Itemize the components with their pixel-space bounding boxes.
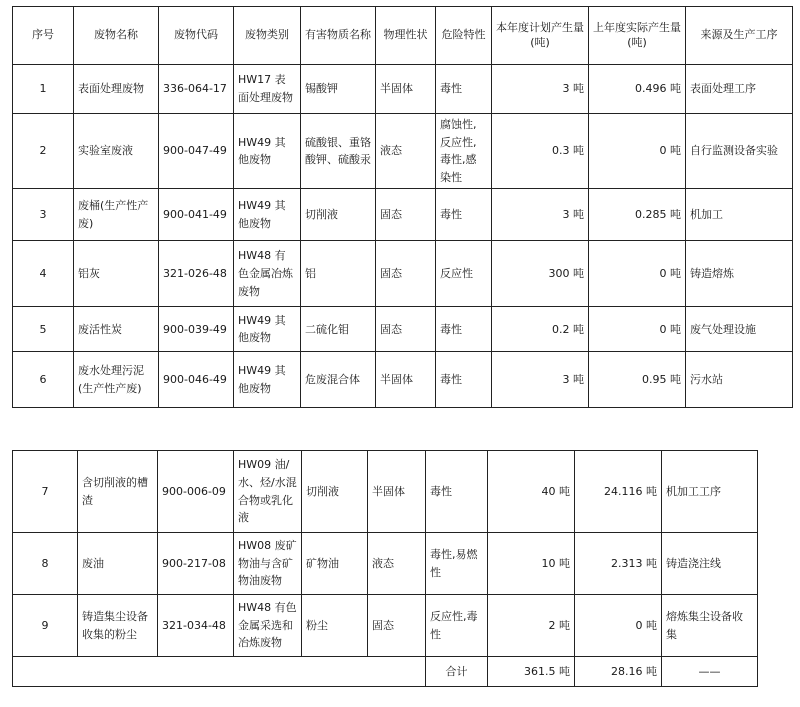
- waste-category: HW49 其他废物: [234, 307, 301, 352]
- waste-name: 废活性炭: [74, 307, 159, 352]
- waste-code: 336-064-17: [159, 65, 234, 114]
- header-cell: 上年度实际产生量(吨): [589, 7, 686, 65]
- physical-state: 固态: [368, 595, 426, 657]
- waste-category: HW09 油/水、烃/水混合物或乳化液: [234, 451, 302, 533]
- waste-name: 铸造集尘设备收集的粉尘: [78, 595, 158, 657]
- source-process: 铸造浇注线: [662, 533, 758, 595]
- table-row: [13, 241, 793, 307]
- row-no: 7: [13, 451, 78, 533]
- source-process: 机加工工序: [662, 451, 758, 533]
- waste-name: 表面处理废物: [74, 65, 159, 114]
- row-no: 5: [13, 307, 74, 352]
- row-no: 8: [13, 533, 78, 595]
- source-process: 废气处理设施: [686, 307, 793, 352]
- row-no: 9: [13, 595, 78, 657]
- waste-code: 900-041-49: [159, 189, 234, 241]
- hazard-property: 毒性: [436, 189, 492, 241]
- hazard-substance: 粉尘: [302, 595, 368, 657]
- header-cell: 本年度计划产生量(吨): [492, 7, 589, 65]
- header-cell: 有害物质名称: [301, 7, 376, 65]
- waste-code: 321-026-48: [159, 241, 234, 307]
- physical-state: 液态: [368, 533, 426, 595]
- header-cell: 物理性状: [376, 7, 436, 65]
- physical-state: 半固体: [376, 65, 436, 114]
- waste-code: 900-217-08: [158, 533, 234, 595]
- total-source: ——: [662, 657, 758, 687]
- table-row: [13, 114, 793, 189]
- hazard-substance: 危废混合体: [301, 352, 376, 408]
- table-row: [13, 352, 793, 408]
- row-no: 2: [13, 114, 74, 189]
- source-process: 自行监测设备实验: [686, 114, 793, 189]
- waste-name: 废水处理污泥(生产性产废): [74, 352, 159, 408]
- actual-amount: 0.496 吨: [589, 65, 686, 114]
- row-no: 1: [13, 65, 74, 114]
- hazard-substance: 切削液: [302, 451, 368, 533]
- hazard-substance: 铝: [301, 241, 376, 307]
- header-cell: 废物名称: [74, 7, 159, 65]
- physical-state: 半固体: [376, 352, 436, 408]
- hazard-property: 毒性: [436, 352, 492, 408]
- header-cell: 来源及生产工序: [686, 7, 793, 65]
- waste-code: 900-047-49: [159, 114, 234, 189]
- actual-amount: 0.285 吨: [589, 189, 686, 241]
- waste-category: HW17 表面处理废物: [234, 65, 301, 114]
- actual-amount: 0 吨: [589, 114, 686, 189]
- plan-amount: 3 吨: [492, 352, 589, 408]
- plan-amount: 300 吨: [492, 241, 589, 307]
- actual-amount: 24.116 吨: [575, 451, 662, 533]
- header-cell: 危险特性: [436, 7, 492, 65]
- waste-name: 含切削液的槽渣: [78, 451, 158, 533]
- table-row: [13, 189, 793, 241]
- hazard-substance: 锡酸钾: [301, 65, 376, 114]
- plan-amount: 40 吨: [488, 451, 575, 533]
- physical-state: 固态: [376, 189, 436, 241]
- total-plan: 361.5 吨: [488, 657, 575, 687]
- waste-code: 900-006-09: [158, 451, 234, 533]
- table-row: [13, 595, 758, 657]
- plan-amount: 3 吨: [492, 189, 589, 241]
- header-row: [13, 7, 793, 65]
- waste-code: 900-046-49: [159, 352, 234, 408]
- row-no: 6: [13, 352, 74, 408]
- actual-amount: 0 吨: [575, 595, 662, 657]
- hazard-substance: 二硫化钼: [301, 307, 376, 352]
- header-cell: 废物代码: [159, 7, 234, 65]
- header-cell: 废物类别: [234, 7, 301, 65]
- hazard-substance: 硫酸银、重铬酸钾、硫酸汞: [301, 114, 376, 189]
- total-label: 合计: [426, 657, 488, 687]
- plan-amount: 3 吨: [492, 65, 589, 114]
- hazard-property: 毒性: [436, 307, 492, 352]
- source-process: 机加工: [686, 189, 793, 241]
- total-actual: 28.16 吨: [575, 657, 662, 687]
- hazard-property: 腐蚀性,反应性,毒性,感染性: [436, 114, 492, 189]
- source-process: 铸造熔炼: [686, 241, 793, 307]
- hazard-property: 毒性,易燃性: [426, 533, 488, 595]
- plan-amount: 0.3 吨: [492, 114, 589, 189]
- physical-state: 固态: [376, 241, 436, 307]
- table-row: [13, 533, 758, 595]
- hazard-substance: 切削液: [301, 189, 376, 241]
- waste-category: HW08 废矿物油与含矿物油废物: [234, 533, 302, 595]
- source-process: 污水站: [686, 352, 793, 408]
- waste-name: 铝灰: [74, 241, 159, 307]
- waste-name: 废桶(生产性产废): [74, 189, 159, 241]
- waste-code: 900-039-49: [159, 307, 234, 352]
- physical-state: 固态: [376, 307, 436, 352]
- plan-amount: 10 吨: [488, 533, 575, 595]
- waste-table-2: [12, 450, 758, 687]
- total-blank-cell: [13, 657, 426, 687]
- table-row: [13, 307, 793, 352]
- hazard-property: 反应性,毒性: [426, 595, 488, 657]
- hazard-property: 反应性: [436, 241, 492, 307]
- source-process: 表面处理工序: [686, 65, 793, 114]
- waste-category: HW49 其他废物: [234, 114, 301, 189]
- actual-amount: 0 吨: [589, 241, 686, 307]
- actual-amount: 2.313 吨: [575, 533, 662, 595]
- plan-amount: 2 吨: [488, 595, 575, 657]
- actual-amount: 0 吨: [589, 307, 686, 352]
- waste-code: 321-034-48: [158, 595, 234, 657]
- table-row: [13, 65, 793, 114]
- physical-state: 液态: [376, 114, 436, 189]
- waste-category: HW48 有色金属采选和冶炼废物: [234, 595, 302, 657]
- waste-name: 废油: [78, 533, 158, 595]
- total-row: [13, 657, 758, 687]
- actual-amount: 0.95 吨: [589, 352, 686, 408]
- waste-category: HW48 有色金属冶炼废物: [234, 241, 301, 307]
- row-no: 3: [13, 189, 74, 241]
- hazard-property: 毒性: [426, 451, 488, 533]
- source-process: 熔炼集尘设备收集: [662, 595, 758, 657]
- row-no: 4: [13, 241, 74, 307]
- hazard-substance: 矿物油: [302, 533, 368, 595]
- table-row: [13, 451, 758, 533]
- waste-category: HW49 其他废物: [234, 352, 301, 408]
- plan-amount: 0.2 吨: [492, 307, 589, 352]
- physical-state: 半固体: [368, 451, 426, 533]
- waste-name: 实验室废液: [74, 114, 159, 189]
- waste-table-1: [12, 6, 793, 408]
- waste-category: HW49 其他废物: [234, 189, 301, 241]
- header-cell: 序号: [13, 7, 74, 65]
- hazard-property: 毒性: [436, 65, 492, 114]
